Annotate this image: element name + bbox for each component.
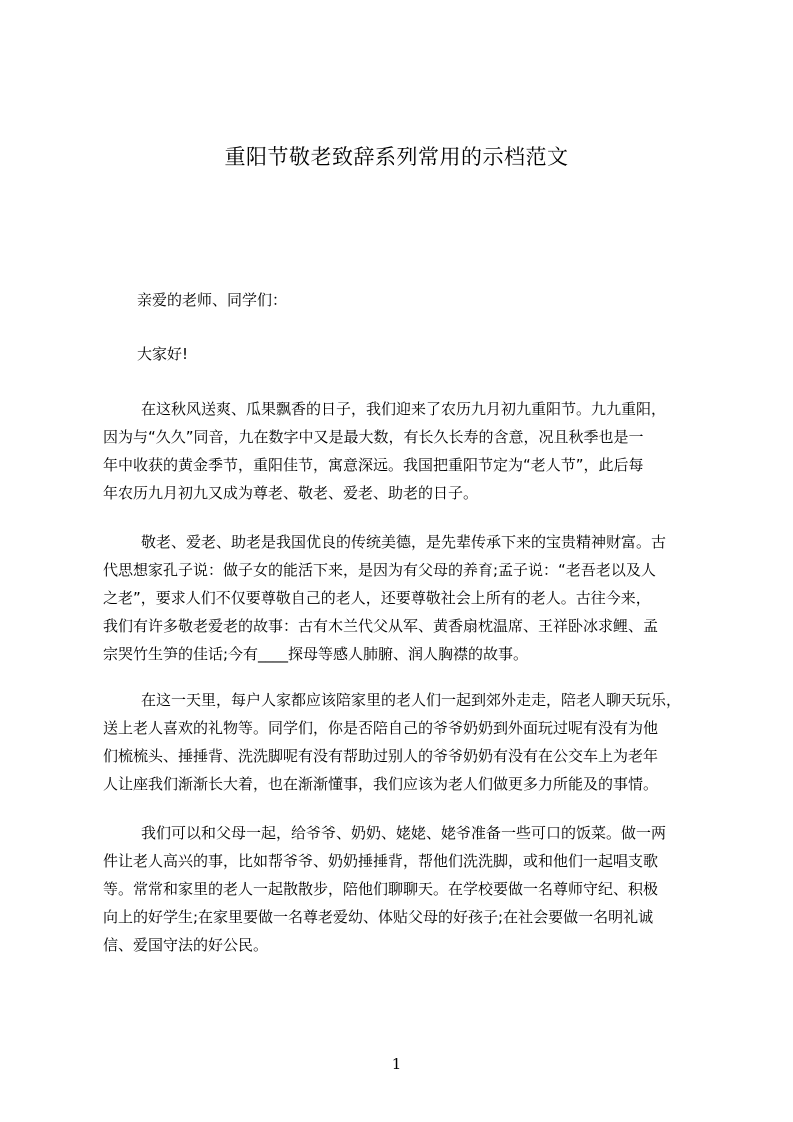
document-title: 重阳节敬老致辞系列常用的示档范文 <box>224 145 569 169</box>
paragraph-1 <box>103 395 693 507</box>
paragraph-line: 年农历九月初九又成为尊老、敬老、爱老、助老的日子。 <box>103 484 479 502</box>
paragraph-4 <box>103 819 693 959</box>
paragraph-line: 向上的好学生;在家里要做一名尊老爱幼、体贴父母的好孩子;在社会要做一名明礼诚 <box>103 908 654 926</box>
paragraph-2 <box>103 528 693 668</box>
page-number: 1 <box>391 1055 402 1073</box>
paragraph-line: 人让座我们渐渐长大着，也在渐渐懂事，我们应该为老人们做更多力所能及的事情。 <box>103 775 659 793</box>
paragraph-line: 在这秋风送爽、瓜果飘香的日子，我们迎来了农历九月初九重阳节。九九重阳， <box>141 400 667 418</box>
paragraph-line: 我们有许多敬老爱老的故事：古有木兰代父从军、黄香扇枕温席、王祥卧冰求鲤、孟 <box>103 617 659 635</box>
paragraph-line: 送上老人喜欢的礼物等。同学们，你是否陪自己的爷爷奶奶到外面玩过呢有没有为他 <box>103 719 659 737</box>
greeting: 大家好! <box>137 345 189 363</box>
paragraph-line: 信、爱国守法的好公民。 <box>103 936 269 954</box>
paragraph-line: 在这一天里，每户人家都应该陪家里的老人们一起到郊外走走，陪老人聊天玩乐， <box>141 691 682 709</box>
paragraph-line: 我们可以和父母一起，给爷爷、奶奶、姥姥、姥爷准备一些可口的饭菜。做一两 <box>141 824 667 842</box>
salutation: 亲爱的老师、同学们： <box>137 291 288 309</box>
paragraph-line: 之老”，要求人们不仅要尊敬自己的老人，还要尊敬社会上所有的老人。古往今来， <box>103 589 651 607</box>
paragraph-line: 们梳梳头、捶捶背、洗洗脚呢有没有帮助过别人的爷爷奶奶有没有在公交车上为老年 <box>103 747 659 765</box>
paragraph-line: 代思想家孔子说：做子女的能活下来，是因为有父母的养育;孟子说：“老吾老以及人 <box>103 561 656 579</box>
paragraph-line: 等。常常和家里的老人一起散散步，陪他们聊聊天。在学校要做一名尊师守纪、积极 <box>103 880 659 898</box>
paragraph-3 <box>103 686 693 798</box>
paragraph-line: 敬老、爱老、助老是我国优良的传统美德，是先辈传承下来的宝贵精神财富。古 <box>141 533 667 551</box>
paragraph-line: 宗哭竹生笋的佳话;今有____探母等感人肺腑、润人胸襟的故事。 <box>103 645 529 663</box>
paragraph-line: 件让老人高兴的事，比如帮爷爷、奶奶捶捶背，帮他们洗洗脚，或和他们一起唱支歌 <box>103 852 659 870</box>
paragraph-line: 因为与“久久”同音，九在数字中又是最大数，有长久长寿的含意，况且秋季也是一 <box>103 428 644 446</box>
paragraph-line: 年中收获的黄金季节，重阳佳节，寓意深远。我国把重阳节定为“老人节”，此后每 <box>103 456 644 474</box>
